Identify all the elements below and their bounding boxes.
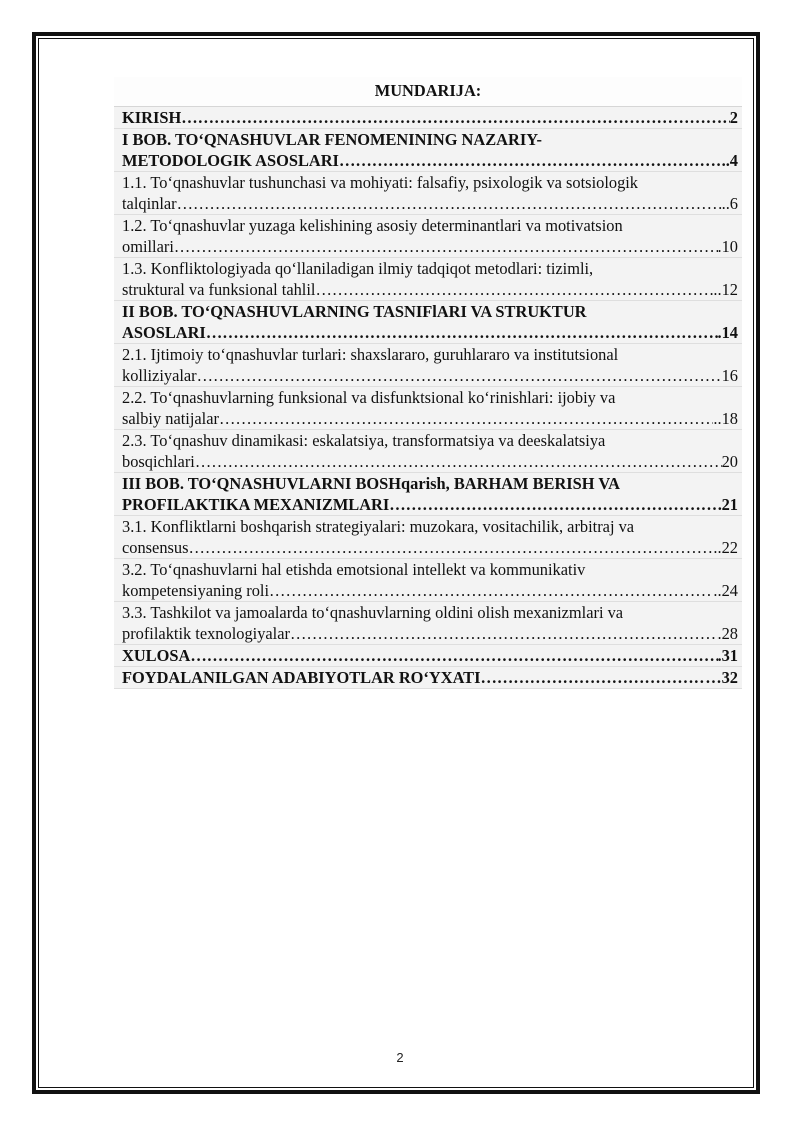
toc-page-number: 21 (721, 495, 738, 514)
toc-entry-label: XULOSA (122, 646, 191, 665)
toc-entry (114, 387, 742, 430)
toc-entry (114, 172, 742, 215)
toc-entry (114, 107, 742, 129)
toc-dot-leader (174, 236, 718, 257)
toc-page-number: .10 (717, 237, 738, 256)
toc-entry-line: III BOB. TO‘QNASHUVLARNI BOSHqarish, BARHAM BERISH VA (122, 474, 620, 493)
toc-entry-label: ASOSLARI (122, 323, 206, 342)
toc-page-number: ..24 (713, 581, 738, 600)
toc-dot-leader (206, 322, 718, 343)
toc-entry-label: talqinlar (122, 194, 177, 213)
toc-entry-leader-line (122, 623, 738, 644)
toc-entry-line: 1.3. Konfliktologiyada qo‘llaniladigan ilmiy tadqiqot metodlari: tizimli, (122, 259, 594, 278)
toc-entry-leader-line (122, 451, 738, 472)
toc-dot-leader (197, 365, 722, 386)
toc-entry-line: 2.3. To‘qnashuv dinamikasi: eskalatsiya, transformatsiya va deeskalatsiya (122, 431, 606, 450)
toc-entry-line: 2.1. Ijtimoiy to‘qnashuvlar turlari: shaxslararo, guruhlararo va institutsional (122, 345, 619, 364)
toc-entry-leader-line (122, 193, 738, 214)
toc-page-number: ..22 (713, 538, 738, 557)
toc-entry-label: FOYDALANILGAN ADABIYOTLAR RO‘YXATI (122, 668, 481, 687)
toc-entry-label: struktural va funksional tahlil (122, 280, 316, 299)
toc-page-number: ..18 (713, 409, 738, 428)
toc-entry (114, 667, 742, 689)
toc-page-number: 2 (729, 108, 738, 127)
toc-page-number: ..12 (713, 280, 738, 299)
toc-page-number: …32 (705, 668, 738, 687)
toc-entry-leader-line (122, 645, 738, 666)
toc-entry (114, 602, 742, 645)
toc-entry-leader-line (122, 365, 738, 386)
toc-entry-leader-line (122, 408, 738, 429)
toc-entry (114, 516, 742, 559)
toc-dot-leader (481, 667, 706, 688)
toc-entry-label: consensus (122, 538, 189, 557)
toc-entry-line: 1.2. To‘qnashuvlar yuzaga kelishining asosiy determinantlari va motivatsion (122, 216, 623, 235)
toc-dot-leader (190, 645, 717, 666)
toc-entry-line: II BOB. TO‘QNASHUVLARNING TASNIFlARI VA STRUKTUR (122, 302, 587, 321)
toc-entry-label: kolliziyalar (122, 366, 197, 385)
toc-entry-label: kompetensiyaning roli (122, 581, 270, 600)
toc-entry (114, 129, 742, 172)
toc-entry (114, 430, 742, 473)
toc-dot-leader (339, 150, 722, 171)
toc-entry-leader-line (122, 667, 738, 688)
toc-dot-leader (181, 107, 730, 128)
toc-dot-leader (315, 279, 713, 300)
toc-entry-leader-line (122, 279, 738, 300)
toc-page-number: ..6 (721, 194, 738, 213)
toc-page-number: .31 (717, 646, 738, 665)
page-number: 2 (396, 1050, 404, 1065)
toc-entry-label: PROFILAKTIKA MEXANIZMLARI (122, 495, 390, 514)
toc-page-number: .14 (717, 323, 738, 342)
toc-entry-line: 1.1. To‘qnashuvlar tushunchasi va mohiyati: falsafiy, psixologik va sotsiologik (122, 173, 639, 192)
toc-entry (114, 645, 742, 667)
toc-title: MUNDARIJA: (114, 77, 742, 107)
toc-page-number: ..4 (721, 151, 738, 170)
toc-entry-label: omillari (122, 237, 174, 256)
toc-entry-line: 3.2. To‘qnashuvlarni hal etishda emotsional intellekt va kommunikativ (122, 560, 586, 579)
toc-entries (114, 107, 742, 689)
toc-entry (114, 344, 742, 387)
toc-entry (114, 473, 742, 516)
toc-page-number: .28 (717, 624, 738, 643)
toc-dot-leader (195, 451, 722, 472)
toc-entry-leader-line (122, 107, 738, 128)
toc-entry-line: 3.3. Tashkilot va jamoalarda to‘qnashuvlarning oldini olish mexanizmlari va (122, 603, 624, 622)
toc-entry-line: 2.2. To‘qnashuvlarning funksional va disfunktsional ko‘rinishlari: ijobiy va (122, 388, 616, 407)
table-of-contents (114, 77, 742, 689)
toc-dot-leader (177, 193, 722, 214)
toc-entry-leader-line (122, 494, 738, 515)
toc-entry-leader-line (122, 537, 738, 558)
toc-entry (114, 258, 742, 301)
toc-page-number: 16 (721, 366, 738, 385)
toc-entry-line: 3.1. Konfliktlarni boshqarish strategiyalari: muzokara, vositachilik, arbitraj va (122, 517, 635, 536)
toc-page-number: 20 (721, 452, 738, 471)
toc-entry-label: salbiy natijalar (122, 409, 219, 428)
toc-entry (114, 559, 742, 602)
toc-entry (114, 301, 742, 344)
toc-dot-leader (219, 408, 713, 429)
toc-entry-leader-line (122, 580, 738, 601)
toc-entry-label: KIRISH (122, 108, 182, 127)
toc-entry-leader-line (122, 150, 738, 171)
toc-dot-leader (269, 580, 713, 601)
toc-entry-label: bosqichlari (122, 452, 195, 471)
toc-entry (114, 215, 742, 258)
toc-dot-leader (389, 494, 721, 515)
toc-entry-leader-line (122, 236, 738, 257)
toc-dot-leader (188, 537, 713, 558)
toc-dot-leader (290, 623, 718, 644)
toc-entry-label: profilaktik texnologiyalar (122, 624, 290, 643)
toc-entry-leader-line (122, 322, 738, 343)
toc-entry-line: I BOB. TO‘QNASHUVLAR FENOMENINING NAZARIY- (122, 130, 542, 149)
toc-entry-label: METODOLOGIK ASOSLARI (122, 151, 339, 170)
